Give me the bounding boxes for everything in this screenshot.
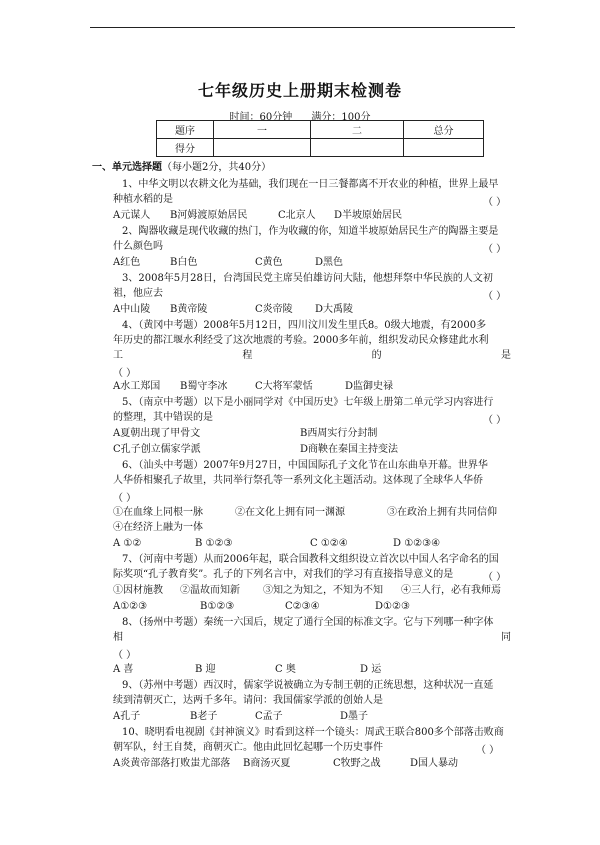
answer-paren[interactable]: （ ） xyxy=(113,493,137,504)
option[interactable]: B老子 xyxy=(190,711,218,722)
spread-char: 是 xyxy=(500,350,511,361)
option[interactable]: D①②③ xyxy=(375,601,410,612)
option[interactable]: C大将军蒙恬 xyxy=(255,381,313,392)
option[interactable]: C炎帝陵 xyxy=(255,304,293,315)
option[interactable]: D大禹陵 xyxy=(315,304,354,315)
option[interactable]: C ①②④ xyxy=(310,538,348,549)
option[interactable]: A孔子 xyxy=(113,711,141,722)
statement: ①在血缘上同根一脉 xyxy=(113,507,203,518)
option[interactable]: C 奥 xyxy=(275,664,296,675)
q8-line2 xyxy=(113,631,511,645)
section-label: 一、单元选择题 xyxy=(92,162,162,173)
option[interactable]: A中山陵 xyxy=(113,304,151,315)
option[interactable]: B黄帝陵 xyxy=(170,304,208,315)
top-rule xyxy=(90,27,515,28)
exam-time: 时间：60分钟 xyxy=(229,112,293,123)
option[interactable]: A炎黄帝部落打败蚩尤部落 xyxy=(113,758,231,769)
statement: ②温故而知新 xyxy=(180,585,240,596)
statement: ③知之为知之，不知为不知 xyxy=(263,585,383,596)
q1-line1: 1、中华文明以农耕文化为基础，我们现在一日三餐都离不开农业的种植，世界上最早 xyxy=(122,179,499,190)
option[interactable]: A水工郑国 xyxy=(113,381,161,392)
q7-line2: 际奖项“孔子教育奖”。孔子的下列名言中，对我们的学习有直接指导意义的是 xyxy=(113,569,454,580)
score-header-cell: 题序 xyxy=(157,121,214,139)
option[interactable]: A ①② xyxy=(113,538,142,549)
option[interactable]: B 迎 xyxy=(195,664,216,675)
option[interactable]: B河姆渡原始居民 xyxy=(170,210,248,221)
option[interactable]: B①②③ xyxy=(200,601,235,612)
section-note: （每小题2分，共40分） xyxy=(162,162,272,173)
q10-line2: 朝军队，纣王自焚，商朝灭亡。他由此回忆起哪一个历史事件 xyxy=(113,742,383,753)
q4-line1: 4、（黄冈中考题）2008年5月12日，四川汶川发生里氏8。0级大地震，有2000多 xyxy=(122,320,487,331)
exam-full-score: 满分：100分 xyxy=(311,112,371,123)
spread-char: 工 xyxy=(113,350,123,361)
q3-line1: 3、2008年5月28日，台湾国民党主席吴伯雄访问大陆，他想拜祭中华民族的人文初 xyxy=(122,273,493,284)
q5-line1: 5、（南京中考题）以下是小丽同学对《中国历史》七年级上册第二单元学习内容进行 xyxy=(122,397,494,408)
spread-char: 同 xyxy=(501,632,511,643)
score-table xyxy=(156,120,484,157)
answer-paren[interactable]: （ ） xyxy=(483,291,507,302)
option[interactable]: B蜀守李冰 xyxy=(180,381,228,392)
spread-char: 程 xyxy=(242,350,253,361)
statement: ②在文化上拥有同一渊源 xyxy=(235,507,345,518)
answer-paren[interactable]: （ ） xyxy=(113,650,137,661)
q3-line2: 祖，他应去 xyxy=(113,288,163,299)
option[interactable]: D墨子 xyxy=(340,711,369,722)
option[interactable]: B白色 xyxy=(170,257,198,268)
page-title: 七年级历史上册期末检测卷 xyxy=(197,81,402,100)
score-value-row xyxy=(157,139,484,157)
option[interactable]: D商鞅在秦国主持变法 xyxy=(300,444,399,455)
spread-char: 相 xyxy=(113,632,123,643)
option[interactable]: D监御史禄 xyxy=(345,381,394,392)
q2-line1: 2、陶器收藏是现代收藏的热门，作为收藏的你，知道半坡原始居民生产的陶器主要是 xyxy=(122,226,499,237)
answer-paren[interactable]: （ ） xyxy=(483,244,507,255)
option[interactable]: D国人暴动 xyxy=(410,758,459,769)
q9-line1: 9、（苏州中考题）西汉时，儒家学说被确立为专制王朝的正统思想，这种状况一直延 xyxy=(122,680,494,691)
option[interactable]: C北京人 xyxy=(278,210,316,221)
score-row-label: 得分 xyxy=(157,139,214,157)
option[interactable]: B商汤灭夏 xyxy=(243,758,291,769)
option[interactable]: C孔子创立儒家学派 xyxy=(113,444,201,455)
option[interactable]: D半坡原始居民 xyxy=(334,210,403,221)
score-header-cell: 二 xyxy=(311,121,404,139)
option[interactable]: B西周实行分封制 xyxy=(300,428,378,439)
spread-char: 的 xyxy=(371,350,382,361)
q7-line1: 7、（河南中考题）从而2006年起，联合国教科文组织设立首次以中国人名字命名的国 xyxy=(122,554,499,565)
score-header-row xyxy=(157,121,484,139)
section-heading xyxy=(92,161,271,175)
statement: ④三人行，必有我师焉 xyxy=(401,585,501,596)
score-blank-cell[interactable] xyxy=(311,139,404,157)
q6-statement4: ④在经济上融为一体 xyxy=(113,522,203,533)
option[interactable]: B ①②③ xyxy=(195,538,233,549)
option[interactable]: A夏朝出现了甲骨文 xyxy=(113,428,201,439)
answer-paren[interactable]: （ ） xyxy=(113,368,137,379)
option[interactable]: A①②③ xyxy=(113,601,148,612)
statement: ①因材施教 xyxy=(113,585,163,596)
q5-line2: 的整理，其中错误的是 xyxy=(113,412,213,423)
answer-paren[interactable]: （ ） xyxy=(483,197,507,208)
option[interactable]: C黄色 xyxy=(255,257,283,268)
q2-line2: 什么颜色吗 xyxy=(113,241,163,252)
statement: ③在政治上拥有共同信仰 xyxy=(387,507,497,518)
answer-paren[interactable]: （ ） xyxy=(483,572,507,583)
answer-paren[interactable]: （ ） xyxy=(476,745,500,756)
q1-line2: 种植水稻的是 xyxy=(113,194,173,205)
q4-line2: 年历史的都江堰水利经受了这次地震的考验。2000多年前，组织发动民众修建此水利 xyxy=(113,335,489,346)
option[interactable]: D ①②③④ xyxy=(393,538,441,549)
option[interactable]: A 喜 xyxy=(113,664,134,675)
option[interactable]: A元谋人 xyxy=(113,210,151,221)
option[interactable]: D黑色 xyxy=(315,257,344,268)
option[interactable]: C孟子 xyxy=(255,711,283,722)
q9-line2: 续到清朝灭亡，达两千多年。请问：我国儒家学派的创始人是 xyxy=(113,695,383,706)
q8-line1: 8、（扬州中考题）秦统一六国后，规定了通行全国的标准文字。它与下列哪一种字体 xyxy=(122,617,494,628)
q6-line1: 6、（汕头中考题）2007年9月27日，中国国际孔子文化节在山东曲阜开幕。世界华 xyxy=(122,460,488,471)
answer-paren[interactable]: （ ） xyxy=(483,415,507,426)
q6-line2: 人华侨相聚孔子故里，共同举行祭孔等一系列文化主题活动。这体现了全球华人华侨 xyxy=(113,475,483,486)
score-blank-cell[interactable] xyxy=(214,139,311,157)
q10-line1: 10、晓明看电视剧《封神演义》时看到这样一个镜头：周武王联合800多个部落击败商 xyxy=(122,727,504,738)
score-header-cell: 总分 xyxy=(404,121,484,139)
option[interactable]: C牧野之战 xyxy=(333,758,381,769)
option[interactable]: C②③④ xyxy=(285,601,320,612)
option[interactable]: A红色 xyxy=(113,257,141,268)
score-header-cell: 一 xyxy=(214,121,311,139)
option[interactable]: D 运 xyxy=(360,664,382,675)
q4-line3 xyxy=(113,349,511,363)
score-blank-cell[interactable] xyxy=(404,139,484,157)
